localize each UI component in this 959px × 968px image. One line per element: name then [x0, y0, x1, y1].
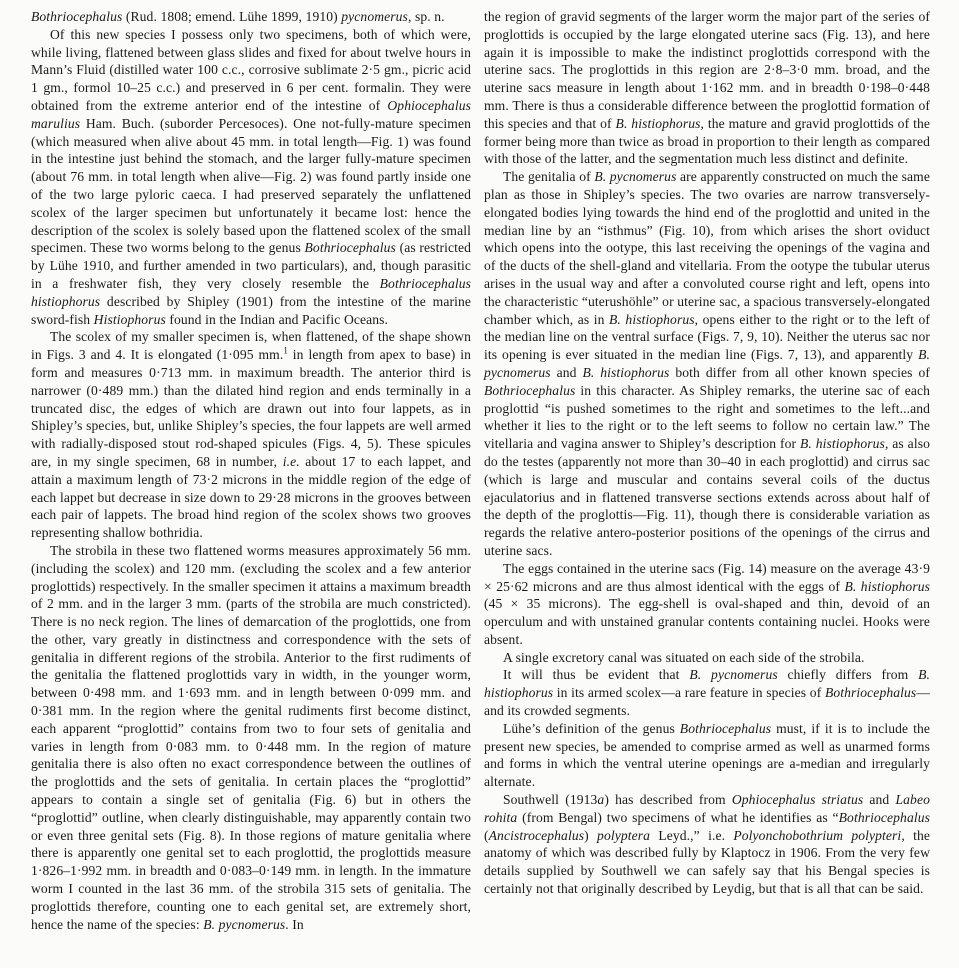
italic-text-run: B. histiophorus	[844, 578, 930, 594]
text-run: described by Shipley (1901) from the intestine of the marine sword-fish	[31, 293, 471, 327]
text-run: (as restricted by Lühe 1910, and further amended in two particulars), and, though parasitic in a freshwater fish, they very closely resemble the	[31, 240, 471, 291]
paragraph	[484, 720, 930, 791]
text-run: (Rud. 1808; emend. Lühe 1899, 1910)	[122, 9, 342, 24]
text-run: , opens either to the right or to the left of the median line on the ventral surface (Figs. 7, 9, 10). Neither the uterus sac nor its opening is ever situated in the median line (Figs. 7, 13), and apparently	[484, 311, 930, 363]
text-run: about 17 to each lappet, and attain a maximum length of 73·2 microns in the middle region of the edge of each lappet but decrease in size down to 29·28 microns in the grooves between each pair of lappets. The broad hind region of the scolex shows two grooves representing shallow bothridia.	[31, 453, 472, 541]
text-run: , sp. n.	[407, 9, 445, 24]
text-run: (45 × 35 microns). The egg-shell is oval-shaped and thin, devoid of an operculum and with unstained granular contents containing nuclei. Hooks were absent.	[484, 596, 930, 647]
text-run: The strobila in these two flattened worms measures approximately 56 mm. (including the scolex) and 120 mm. (excluding the scolex and a few anterior proglottids) respectively. In the smaller specimen it attains a maximum breadth of 2 mm. and in the larger 3 mm. (parts of the strobila are much constricted). There is no neck region. The lines of demarcation of the proglottids, one from the other, vary greatly in distinctness and correspondence with the sets of genitalia in different regions of the strobila. Anterior to the first rudiments of the genitalia the flattened proglottids vary in width, in the younger worm, between 0·498 mm. and 1·693 mm. and in length between 0·099 mm. and 0·381 mm. In the region where the genital rudiments first become distinct, each apparent “proglottid” contains from two to four sets of genitalia and varies in length from 0·083 mm. to 0·448 mm. In the region of mature genitalia there is also often no exact correspondence between the outlines of the proglottids and the sets of genitalia. In certain places the “proglottid” appears to contain a single set of genitalia (Fig. 6) but in others the “proglottid” outline, when clearly distinguishable, may apparently contain two or even three genital sets (Fig. 8). In those regions of mature genitalia where there is apparently one genital set to each proglottid, the proglottids measure 1·826–1·992 mm. in breadth and 0·083–0·149 mm. in length. In the immature worm I counted in the last 36 mm. of the strobila 315 sets of genitalia. The proglottids therefore, counting one to each genital set, are extremely short, hence the name of the species:	[31, 542, 471, 932]
italic-text-run: Histiophorus	[93, 311, 166, 327]
text-run: must, if it is to include the present new species, be amended to comprise armed as well as unarmed forms and forms in which the ventral uterine openings are a-median and irregularly alternate.	[484, 720, 930, 790]
italic-text-run: a	[597, 792, 605, 808]
text-run: in length from apex to base) in form and measures 0·713 mm. in maximum breadth. The anterior third is narrower (0·489 mm.) than the dilated hind region and ends terminally in a truncated disc, the edges of which are drawn out into four lappets, as in Shipley’s species, but, unlike Shipley’s species, the four lappets are well armed with radially-disposed stout rod-shaped spicules (Figs. 4, 5). These spicules are, in my single specimen, 68 in number,	[31, 347, 471, 469]
text-run: The eggs contained in the uterine sacs (Fig. 14) measure on the average 43·9 × 25·62 microns and are thus almost identical with the eggs of	[484, 560, 930, 594]
paragraph	[484, 649, 930, 667]
text-run: Ham. Buch. (suborder Percesoces). One not-fully-mature specimen (which measured when alive about 45 mm. in total length—Fig. 1) was found in the intestine just behind the stomach, and the larger fully-mature specimen (about 76 mm. in total length when alive—Fig. 2) was found partly inside one of the two large pyloric caeca. I had preserved separately the unflattened scolex of the larger specimen but unfortunately it became lost: hence the description of the scolex is solely based upon the flattened scolex of the small specimen. These two worms belong to the genus	[31, 115, 471, 256]
italic-text-run: B. pycnomerus	[594, 169, 677, 185]
italic-text-run: B. histiophorus	[582, 364, 670, 380]
text-run: ) has described from	[604, 792, 732, 808]
italic-text-run: Ophiocephalus striatus	[731, 792, 864, 808]
text-run: are apparently constructed on much the same plan as those in Shipley’s species. The two ovaries are narrow transversely-elongated bodies lying towards the hind end of the proglottid and united in the median line by an “isthmus” (Fig. 10), from which arises the short oviduct which opens into the ootype, this last receiving the openings of the vagina and of the ducts of the shell-gland and vitellaria. From the ootype the tubular uterus arises in the usual way and after a convoluted course right and left, opens into the characteristic “uterushöhle” or uterine sac, a spacious transversely-elongated chamber which, as in	[484, 169, 930, 327]
paragraph	[484, 168, 930, 560]
italic-text-run: i.e.	[282, 453, 300, 469]
right-column	[484, 8, 930, 933]
paragraph	[484, 791, 930, 898]
text-run: both differ from all other known species of	[669, 364, 930, 380]
italic-text-run: B. pycnomerus	[689, 667, 778, 683]
paragraph	[484, 8, 930, 168]
italic-text-run: Bothriocephalus histiophorus	[31, 275, 471, 309]
italic-text-run: Bothriocephalus	[31, 9, 123, 24]
italic-text-run: B. histiophorus	[799, 436, 885, 452]
left-column-text	[31, 26, 471, 934]
text-run: Leyd.,” i.e.	[650, 827, 734, 843]
text-run: )	[584, 827, 598, 843]
italic-text-run: Polyonchobothrium polypteri	[733, 827, 902, 843]
text-run: (	[484, 827, 489, 843]
italic-text-run: B. histiophorus	[609, 311, 695, 327]
text-run: —and its crowded segments.	[484, 685, 930, 719]
text-run: , the mature and gravid proglottids of the former being more than twice as broad in proportion to their length as compared with those of the latter, and the segmentation much less distinct and definite.	[484, 115, 930, 167]
text-run: , as also do the testes (apparently not more than 30–40 in each proglottid) and cirrus sac (which is large and muscular and contains several coils of the ductus ejaculatorius and in flattened transverse sections extends across about half of the depth of the proglottis—Fig. 11), though there is considerable variation as regards the relative antero-posterior positions of the openings of the cirrus and uterine sacs.	[484, 436, 930, 558]
italic-text-run: Bothriocephalus	[824, 685, 917, 701]
paragraph	[484, 560, 930, 649]
italic-text-run: Bothriocephalus	[679, 720, 772, 736]
text-run: in this character. As Shipley remarks, the uterine sac of each proglottid “is pushed sometimes to the right and sometimes to the left...and whether it lies to the right or to the left seems to follow no certain law.” The vitellaria and vagina answer to Shipley’s description for	[484, 382, 930, 452]
text-run: Lühe’s definition of the genus	[503, 720, 680, 736]
text-run: found in the Indian and Pacific Oceans.	[165, 311, 389, 327]
italic-text-run: pycnomerus	[341, 9, 408, 24]
italic-text-run: Bothriocephalus	[304, 240, 396, 256]
paragraph	[31, 328, 471, 542]
italic-text-run: B. pycnomerus	[203, 916, 286, 932]
text-run: chiefly differs from	[777, 667, 919, 683]
paragraph	[484, 666, 930, 719]
italic-text-run: polyptera	[597, 827, 651, 843]
text-run: 1	[283, 345, 288, 356]
text-run: The genitalia of	[503, 169, 595, 185]
italic-text-run: Labeo rohita	[484, 792, 930, 825]
italic-text-run: Ancistrocephalus	[488, 827, 585, 843]
text-run: A single excretory canal was situated on each side of the strobila.	[503, 649, 865, 665]
italic-text-run: Ophiocephalus marulius	[31, 97, 471, 131]
text-run: the region of gravid segments of the larger worm the major part of the series of proglottids is occupied by the large elongated uterine sacs (Fig. 13), and here again it is impossible to make the indistinct proglottids correspond with the uterine sacs. The proglottids in this region are 2·8–3·0 mm. broad, and the uterine sacs measure in length about 1·162 mm. and in breadth 0·198–0·448 mm. There is thus a considerable difference between the proglottid formation of this species and that of	[484, 9, 930, 131]
italic-text-run: B. histiophorus	[484, 667, 930, 701]
paragraph	[31, 542, 471, 934]
text-run: Of this new species I possess only two specimens, both of which were, while living, flattened between glass slides and fixed for about twelve hours in Mann’s Fluid (distilled water 100 c.c., corrosive sublimate 2·5 gm., picric acid 1 gm., formol 10–25 c.c.) and preserved in 6 per cent. formalin. They were obtained from the extreme anterior end of the intestine of	[31, 26, 471, 113]
text-run: Southwell (1913	[503, 792, 598, 808]
text-run: and	[550, 364, 583, 380]
text-run: It will thus be evident that	[503, 667, 690, 683]
species-heading	[31, 8, 471, 26]
text-run: The scolex of my smaller specimen is, when flattened, of the shape shown in Figs. 3 and 4. It is elongated (1·095 mm.	[31, 329, 471, 363]
text-run: and	[863, 792, 896, 808]
italic-text-run: B. histiophorus	[615, 115, 701, 131]
text-run: in its armed scolex—a rare feature in species of	[553, 685, 825, 701]
text-run: . In	[285, 916, 304, 932]
text-run: (from Bengal) two specimens of what he identifies as “	[517, 809, 839, 825]
left-column	[31, 8, 471, 933]
italic-text-run: Bothriocephalus	[484, 382, 576, 398]
paragraph	[31, 26, 471, 329]
text-run: , the anatomy of which was described fully by Klaptocz in 1906. From the very few details supplied by Southwell we can safely say that his Bengal species is certainly not that originally described by Leydig, but that is all that can be said.	[484, 827, 930, 897]
italic-text-run: Bothriocephalus	[838, 809, 930, 825]
italic-text-run: B. pycnomerus	[484, 347, 930, 380]
